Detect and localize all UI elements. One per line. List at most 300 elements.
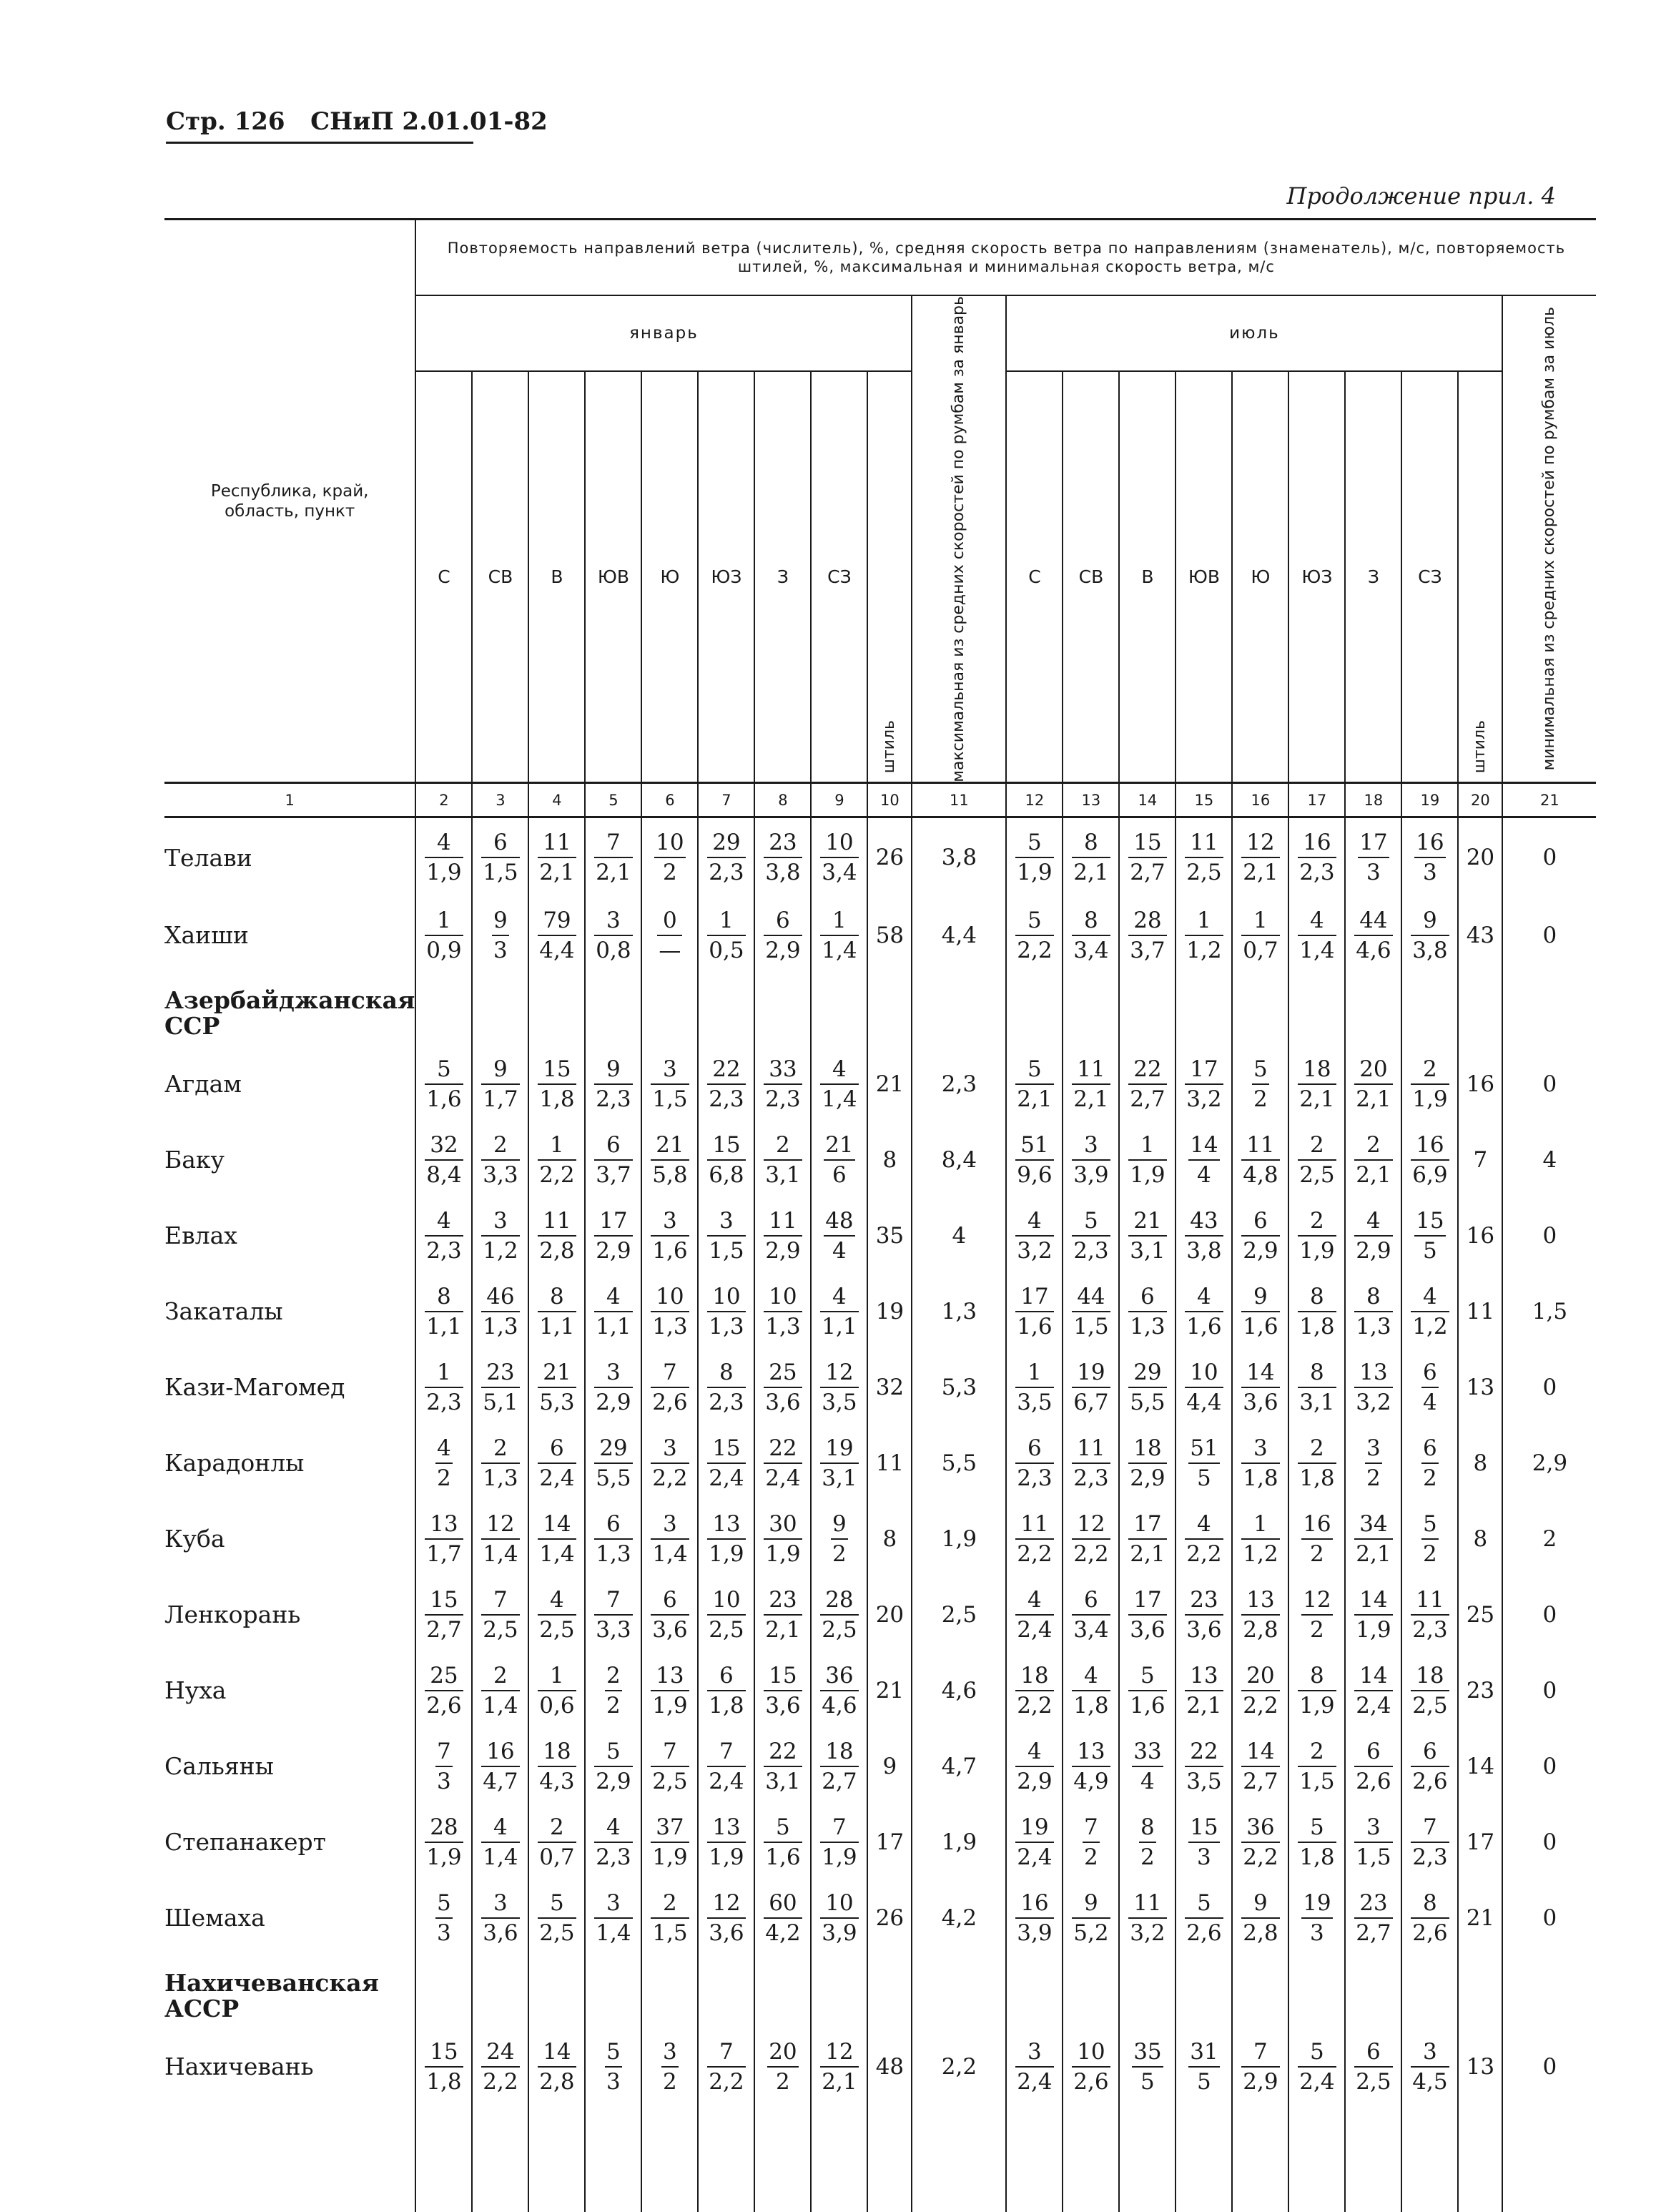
column-number bbox=[164, 783, 415, 817]
frequency-value: 7 bbox=[1083, 1813, 1100, 1843]
fraction bbox=[481, 1586, 519, 1644]
frequency-value: 15 bbox=[1128, 828, 1166, 858]
column-number bbox=[1502, 783, 1596, 817]
fraction bbox=[538, 1737, 576, 1796]
jul-direction-cell bbox=[1063, 1198, 1119, 1274]
fraction bbox=[1301, 1510, 1332, 1568]
frequency-value: 3 bbox=[651, 1206, 689, 1237]
fraction bbox=[538, 1813, 576, 1872]
jul-direction-cell bbox=[1345, 1198, 1401, 1274]
jul-calm-value: 13 bbox=[1458, 1350, 1502, 1425]
jul-direction-label: СВ bbox=[1078, 566, 1104, 588]
table-row bbox=[164, 898, 1596, 973]
fraction bbox=[1298, 1737, 1336, 1796]
frequency-value: 11 bbox=[1015, 1510, 1053, 1540]
jan-direction-cell bbox=[641, 1425, 698, 1501]
frequency-value: 3 bbox=[1365, 1434, 1382, 1464]
fraction bbox=[824, 1206, 854, 1265]
fraction bbox=[707, 1586, 745, 1644]
frequency-value: 2 bbox=[651, 1889, 689, 1919]
fraction bbox=[1015, 1510, 1053, 1568]
frequency-value: 10 bbox=[820, 1889, 858, 1919]
speed-value: 2,2 bbox=[1017, 937, 1053, 963]
jan-direction-cell bbox=[754, 1046, 811, 1122]
fraction bbox=[1072, 1586, 1110, 1644]
frequency-value: 8 bbox=[1411, 1889, 1449, 1919]
speed-value: 3,7 bbox=[596, 1161, 631, 1188]
jul-direction-cell bbox=[1345, 1577, 1401, 1653]
fraction bbox=[1188, 1434, 1219, 1493]
fraction bbox=[1132, 2038, 1163, 2096]
empty-cell bbox=[811, 2105, 867, 2212]
speed-value: 1,9 bbox=[652, 1844, 688, 1870]
fraction bbox=[605, 2038, 622, 2096]
table-row bbox=[164, 1198, 1596, 1274]
frequency-value: 44 bbox=[1072, 1282, 1110, 1312]
column-number-text: 18 bbox=[1364, 791, 1384, 809]
jul-direction-cell bbox=[1401, 1122, 1458, 1198]
empty-cell bbox=[867, 2105, 912, 2212]
speed-value: 3,5 bbox=[822, 1389, 857, 1415]
fraction bbox=[1354, 1737, 1392, 1796]
frequency-value: 23 bbox=[1185, 1586, 1223, 1616]
speed-value: 3 bbox=[1197, 1844, 1211, 1870]
empty-cell bbox=[472, 2105, 528, 2212]
jul-calm-value: 16 bbox=[1458, 1046, 1502, 1122]
frequency-value: 11 bbox=[538, 1206, 576, 1237]
jul-direction-cell bbox=[1232, 1274, 1288, 1350]
jul-direction-cell bbox=[1176, 1274, 1232, 1350]
speed-value: 2,3 bbox=[596, 1086, 631, 1112]
jul-direction-cell bbox=[1006, 1198, 1063, 1274]
frequency-value: 14 bbox=[1188, 1131, 1219, 1161]
fraction bbox=[1241, 906, 1279, 965]
place-name: Ленкорань bbox=[164, 1601, 301, 1629]
frequency-value: 2 bbox=[481, 1434, 519, 1464]
speed-value: 2,6 bbox=[1356, 1768, 1391, 1794]
jan-direction-cell bbox=[811, 1198, 867, 1274]
jul-direction-cell bbox=[1345, 1350, 1401, 1425]
jul-direction-cell bbox=[1401, 1046, 1458, 1122]
frequency-value: 1 bbox=[425, 1358, 463, 1388]
speed-value: 2,9 bbox=[1243, 1237, 1278, 1264]
frequency-value: 8 bbox=[1072, 906, 1110, 936]
speed-value: 3,8 bbox=[765, 860, 801, 886]
empty-cell bbox=[1063, 2105, 1119, 2212]
jan-calm-value: 19 bbox=[867, 1274, 912, 1350]
fraction bbox=[1354, 1586, 1392, 1644]
empty-cell bbox=[415, 973, 472, 1046]
speed-value: 1,7 bbox=[483, 1086, 518, 1112]
jan-direction-cell bbox=[811, 2029, 867, 2105]
jan-direction-cell bbox=[472, 1198, 528, 1274]
jul-direction-cell bbox=[1063, 1729, 1119, 1804]
column-number-text: 19 bbox=[1420, 791, 1440, 809]
fraction bbox=[1185, 1282, 1223, 1341]
fraction bbox=[764, 1737, 802, 1796]
speed-value: 3,9 bbox=[822, 1919, 857, 1946]
fraction bbox=[1015, 1055, 1053, 1114]
speed-value: 2,7 bbox=[822, 1768, 857, 1794]
jan-direction-cell bbox=[698, 1501, 754, 1577]
jul-min-value: 0 bbox=[1502, 1046, 1596, 1122]
jul-direction-cell bbox=[1063, 1653, 1119, 1729]
frequency-value: 2 bbox=[481, 1131, 519, 1161]
speed-value: 5,3 bbox=[539, 1389, 575, 1415]
empty-cell bbox=[1006, 1956, 1063, 2029]
fraction bbox=[492, 906, 509, 965]
speed-value: 2,8 bbox=[1243, 1616, 1278, 1643]
jul-direction-header bbox=[1345, 371, 1401, 783]
jul-direction-label: С bbox=[1028, 566, 1041, 588]
speed-value: 3,1 bbox=[1299, 1389, 1335, 1415]
jul-direction-cell bbox=[1401, 1577, 1458, 1653]
fraction bbox=[661, 2038, 679, 2096]
fraction bbox=[435, 1434, 453, 1493]
speed-value: 1,3 bbox=[1130, 1313, 1165, 1340]
jan-direction-cell bbox=[811, 1653, 867, 1729]
jul-direction-cell bbox=[1063, 1274, 1119, 1350]
frequency-value: 9 bbox=[1241, 1282, 1279, 1312]
column-number-text: 15 bbox=[1194, 791, 1214, 809]
column-number bbox=[1345, 783, 1401, 817]
fraction bbox=[594, 1889, 632, 1947]
document-code: СНиП 2.01.01-82 bbox=[310, 107, 548, 136]
frequency-value: 48 bbox=[824, 1206, 854, 1237]
fraction bbox=[1411, 1055, 1449, 1114]
fraction bbox=[538, 1586, 576, 1644]
jul-direction-cell bbox=[1176, 2029, 1232, 2105]
jan-direction-cell bbox=[528, 1804, 585, 1880]
jul-direction-cell bbox=[1345, 1729, 1401, 1804]
speed-value: 1,4 bbox=[822, 1086, 857, 1112]
jul-min-value: 0 bbox=[1502, 1350, 1596, 1425]
place-name: Карадонлы bbox=[164, 1449, 305, 1478]
fraction bbox=[1354, 1889, 1392, 1947]
column-number bbox=[1063, 783, 1119, 817]
jan-direction-cell bbox=[754, 817, 811, 898]
speed-value: 5 bbox=[1423, 1237, 1437, 1264]
speed-value: 1,9 bbox=[709, 1844, 744, 1870]
fraction bbox=[538, 1661, 576, 1720]
jan-direction-cell bbox=[754, 1274, 811, 1350]
speed-value: 2,9 bbox=[596, 1389, 631, 1415]
frequency-value: 9 bbox=[1072, 1889, 1110, 1919]
speed-value: 2,3 bbox=[1412, 1844, 1448, 1870]
frequency-value: 20 bbox=[1241, 1661, 1279, 1691]
frequency-value: 6 bbox=[651, 1586, 689, 1616]
fraction bbox=[1072, 828, 1110, 887]
empty-cell bbox=[1176, 973, 1232, 1046]
frequency-value: 1 bbox=[707, 906, 745, 936]
jul-direction-header bbox=[1063, 371, 1119, 783]
fraction bbox=[425, 1661, 463, 1720]
jan-direction-cell bbox=[472, 1425, 528, 1501]
speed-value: 2,1 bbox=[1356, 1086, 1391, 1112]
speed-value: 1,8 bbox=[426, 2068, 462, 2095]
jul-direction-cell bbox=[1063, 1350, 1119, 1425]
frequency-value: 9 bbox=[492, 906, 509, 936]
jan-direction-cell bbox=[585, 1046, 641, 1122]
place-name: Степанакерт bbox=[164, 1828, 326, 1857]
jul-direction-cell bbox=[1006, 1122, 1063, 1198]
fraction bbox=[820, 2038, 858, 2096]
jan-direction-cell bbox=[528, 1501, 585, 1577]
jul-direction-cell bbox=[1232, 1804, 1288, 1880]
frequency-value: 9 bbox=[1411, 906, 1449, 936]
frequency-value: 3 bbox=[661, 2038, 679, 2068]
fraction bbox=[1015, 1434, 1053, 1493]
column-number bbox=[1401, 783, 1458, 817]
frequency-value: 43 bbox=[1185, 1206, 1223, 1237]
frequency-value: 25 bbox=[764, 1358, 802, 1388]
jul-min-value: 0 bbox=[1502, 1577, 1596, 1653]
jul-direction-cell bbox=[1176, 1880, 1232, 1956]
jul-direction-cell bbox=[1119, 2029, 1176, 2105]
frequency-value: 12 bbox=[1301, 1586, 1332, 1616]
jan-max-value: 5,3 bbox=[912, 1350, 1006, 1425]
jul-direction-cell bbox=[1119, 1046, 1176, 1122]
empty-cell bbox=[585, 2105, 641, 2212]
frequency-value: 6 bbox=[1354, 1737, 1392, 1767]
jul-direction-cell bbox=[1232, 1350, 1288, 1425]
frequency-value: 5 bbox=[1252, 1055, 1269, 1085]
frequency-value: 51 bbox=[1188, 1434, 1219, 1464]
frequency-value: 16 bbox=[1411, 1131, 1449, 1161]
speed-value: 2,9 bbox=[765, 1237, 801, 1264]
fraction bbox=[764, 1282, 802, 1341]
jan-direction-cell bbox=[528, 1122, 585, 1198]
column-number bbox=[1006, 783, 1063, 817]
jul-min-header bbox=[1502, 295, 1596, 783]
fraction bbox=[764, 828, 802, 887]
speed-value: 2,9 bbox=[1017, 1768, 1053, 1794]
speed-value: 2,5 bbox=[709, 1616, 744, 1643]
fraction bbox=[764, 1510, 802, 1568]
place-column-header bbox=[164, 220, 415, 783]
jul-direction-cell bbox=[1063, 1577, 1119, 1653]
frequency-value: 13 bbox=[707, 1510, 745, 1540]
frequency-value: 8 bbox=[425, 1282, 463, 1312]
fraction bbox=[425, 1055, 463, 1114]
jan-direction-cell bbox=[754, 1653, 811, 1729]
empty-cell bbox=[912, 1956, 1006, 2029]
fraction bbox=[425, 906, 463, 965]
jan-direction-label: СЗ bbox=[827, 566, 852, 588]
frequency-value: 3 bbox=[651, 1055, 689, 1085]
fraction bbox=[764, 1434, 802, 1493]
speed-value: 2 bbox=[1084, 1844, 1098, 1870]
speed-value: 2,4 bbox=[1017, 2068, 1053, 2095]
speed-value: 2 bbox=[606, 1692, 621, 1719]
speed-value: 9,6 bbox=[1017, 1161, 1053, 1188]
jul-calm-value: 14 bbox=[1458, 1729, 1502, 1804]
jul-direction-cell bbox=[1401, 1425, 1458, 1501]
fraction bbox=[1411, 2038, 1449, 2096]
speed-value: 4,8 bbox=[1243, 1161, 1278, 1188]
jul-calm-header bbox=[1458, 371, 1502, 783]
frequency-value: 4 bbox=[538, 1586, 576, 1616]
frequency-value: 13 bbox=[1185, 1661, 1223, 1691]
fraction bbox=[1414, 1206, 1445, 1265]
jul-direction-cell bbox=[1119, 1653, 1176, 1729]
main-header bbox=[415, 220, 1596, 295]
speed-value: 2,2 bbox=[1243, 1692, 1278, 1719]
speed-value: 2,1 bbox=[596, 860, 631, 886]
speed-value: 3,4 bbox=[822, 860, 857, 886]
fraction bbox=[651, 1889, 689, 1947]
place-name: Хаиши bbox=[164, 921, 249, 950]
column-number bbox=[1176, 783, 1232, 817]
jul-direction-header bbox=[1176, 371, 1232, 783]
column-number bbox=[1458, 783, 1502, 817]
jan-max-value: 3,8 bbox=[912, 817, 1006, 898]
table-row bbox=[164, 1653, 1596, 1729]
empty-cell bbox=[1232, 1956, 1288, 2029]
jan-direction-cell bbox=[585, 1198, 641, 1274]
empty-cell bbox=[1502, 973, 1596, 1046]
fraction bbox=[651, 1737, 689, 1796]
empty-cell bbox=[415, 2105, 472, 2212]
jan-direction-cell bbox=[528, 1577, 585, 1653]
fraction bbox=[1411, 906, 1449, 965]
fraction bbox=[820, 1434, 858, 1493]
speed-value: 2,7 bbox=[1130, 860, 1165, 886]
jan-max-value: 1,3 bbox=[912, 1274, 1006, 1350]
speed-value: 1,5 bbox=[1073, 1313, 1109, 1340]
jul-direction-cell bbox=[1232, 898, 1288, 973]
jul-direction-cell bbox=[1345, 1046, 1401, 1122]
fraction bbox=[820, 1661, 858, 1720]
empty-cell bbox=[1288, 973, 1345, 1046]
column-number-text: 17 bbox=[1307, 791, 1327, 809]
speed-value: 1,8 bbox=[1299, 1844, 1335, 1870]
jan-max-value: 2,3 bbox=[912, 1046, 1006, 1122]
speed-value: 0,9 bbox=[426, 937, 462, 963]
frequency-value: 6 bbox=[481, 828, 519, 858]
frequency-value: 12 bbox=[1241, 828, 1279, 858]
speed-value: 2,2 bbox=[652, 1465, 688, 1491]
jul-direction-cell bbox=[1119, 817, 1176, 898]
jan-calm-value: 26 bbox=[867, 817, 912, 898]
fraction bbox=[1185, 906, 1223, 965]
speed-value: 2,6 bbox=[652, 1389, 688, 1415]
speed-value: 1,6 bbox=[426, 1086, 462, 1112]
empty-cell bbox=[1502, 1956, 1596, 2029]
frequency-value: 4 bbox=[1185, 1510, 1223, 1540]
frequency-value: 5 bbox=[764, 1813, 802, 1843]
frequency-value: 11 bbox=[1241, 1131, 1279, 1161]
jan-direction-cell bbox=[811, 1577, 867, 1653]
jan-direction-header bbox=[754, 371, 811, 783]
jan-direction-cell bbox=[585, 1577, 641, 1653]
fraction bbox=[764, 906, 802, 965]
jan-direction-cell bbox=[528, 1653, 585, 1729]
jan-direction-cell bbox=[528, 1274, 585, 1350]
column-number-text: 16 bbox=[1251, 791, 1271, 809]
empty-cell bbox=[1119, 1956, 1176, 2029]
frequency-value: 6 bbox=[594, 1131, 632, 1161]
speed-value: 1,9 bbox=[709, 1540, 744, 1567]
speed-value: 2 bbox=[1423, 1465, 1437, 1491]
fraction bbox=[1354, 906, 1392, 965]
fraction bbox=[1185, 1358, 1223, 1417]
jul-direction-cell bbox=[1401, 1501, 1458, 1577]
speed-value: 2,4 bbox=[765, 1465, 801, 1491]
jan-direction-cell bbox=[641, 1046, 698, 1122]
speed-value: 2,2 bbox=[1017, 1692, 1053, 1719]
fraction bbox=[1421, 1358, 1439, 1417]
speed-value: 2,6 bbox=[1186, 1919, 1222, 1946]
jul-direction-cell bbox=[1345, 1501, 1401, 1577]
speed-value: 2,2 bbox=[709, 2068, 744, 2095]
jul-direction-cell bbox=[1401, 1350, 1458, 1425]
frequency-value: 8 bbox=[1298, 1282, 1336, 1312]
jul-direction-cell bbox=[1232, 817, 1288, 898]
frequency-value: 2 bbox=[1298, 1737, 1336, 1767]
frequency-value: 6 bbox=[594, 1510, 632, 1540]
jan-calm-header bbox=[867, 371, 912, 783]
jan-max-value: 4 bbox=[912, 1198, 1006, 1274]
frequency-value: 6 bbox=[1354, 2038, 1392, 2068]
fraction bbox=[1188, 2038, 1219, 2096]
frequency-value: 16 bbox=[1298, 828, 1336, 858]
jan-direction-cell bbox=[641, 1198, 698, 1274]
fraction bbox=[538, 1434, 576, 1493]
speed-value: 1,4 bbox=[539, 1540, 575, 1567]
jul-direction-cell bbox=[1288, 1729, 1345, 1804]
fraction bbox=[1411, 1131, 1449, 1189]
jul-direction-cell bbox=[1176, 1501, 1232, 1577]
jul-direction-header bbox=[1232, 371, 1288, 783]
fraction bbox=[1072, 1131, 1110, 1189]
jan-max-value: 4,6 bbox=[912, 1653, 1006, 1729]
jan-direction-cell bbox=[415, 1122, 472, 1198]
empty-cell bbox=[698, 1956, 754, 2029]
jul-direction-cell bbox=[1288, 817, 1345, 898]
speed-value: 3,6 bbox=[652, 1616, 688, 1643]
jan-direction-cell bbox=[415, 1577, 472, 1653]
jan-direction-cell bbox=[641, 1274, 698, 1350]
fraction bbox=[594, 1131, 632, 1189]
fraction bbox=[707, 1889, 745, 1947]
frequency-value: 6 bbox=[1241, 1206, 1279, 1237]
month-july-label: июль bbox=[1229, 323, 1280, 343]
jul-direction-cell bbox=[1006, 1350, 1063, 1425]
region-name: Азербайджанская ССР bbox=[164, 985, 415, 1040]
jan-direction-label: ЮВ bbox=[597, 566, 629, 588]
fraction bbox=[1298, 1661, 1336, 1720]
jan-direction-cell bbox=[698, 1880, 754, 1956]
speed-value: 5,8 bbox=[652, 1161, 688, 1188]
jul-calm-value: 20 bbox=[1458, 817, 1502, 898]
frequency-value: 23 bbox=[764, 828, 802, 858]
speed-value: 2,5 bbox=[539, 1919, 575, 1946]
jul-calm-value: 21 bbox=[1458, 1880, 1502, 1956]
jul-direction-cell bbox=[1401, 2029, 1458, 2105]
fraction bbox=[1188, 1131, 1219, 1189]
fraction bbox=[820, 1282, 858, 1341]
fraction bbox=[764, 1055, 802, 1114]
fraction bbox=[1414, 828, 1445, 887]
speed-value: 3 bbox=[1366, 860, 1381, 886]
jul-direction-cell bbox=[1232, 2029, 1288, 2105]
jan-direction-header bbox=[528, 371, 585, 783]
jan-direction-cell bbox=[698, 1122, 754, 1198]
speed-value: 2,4 bbox=[1299, 2068, 1335, 2095]
column-number bbox=[528, 783, 585, 817]
frequency-value: 13 bbox=[1241, 1586, 1279, 1616]
